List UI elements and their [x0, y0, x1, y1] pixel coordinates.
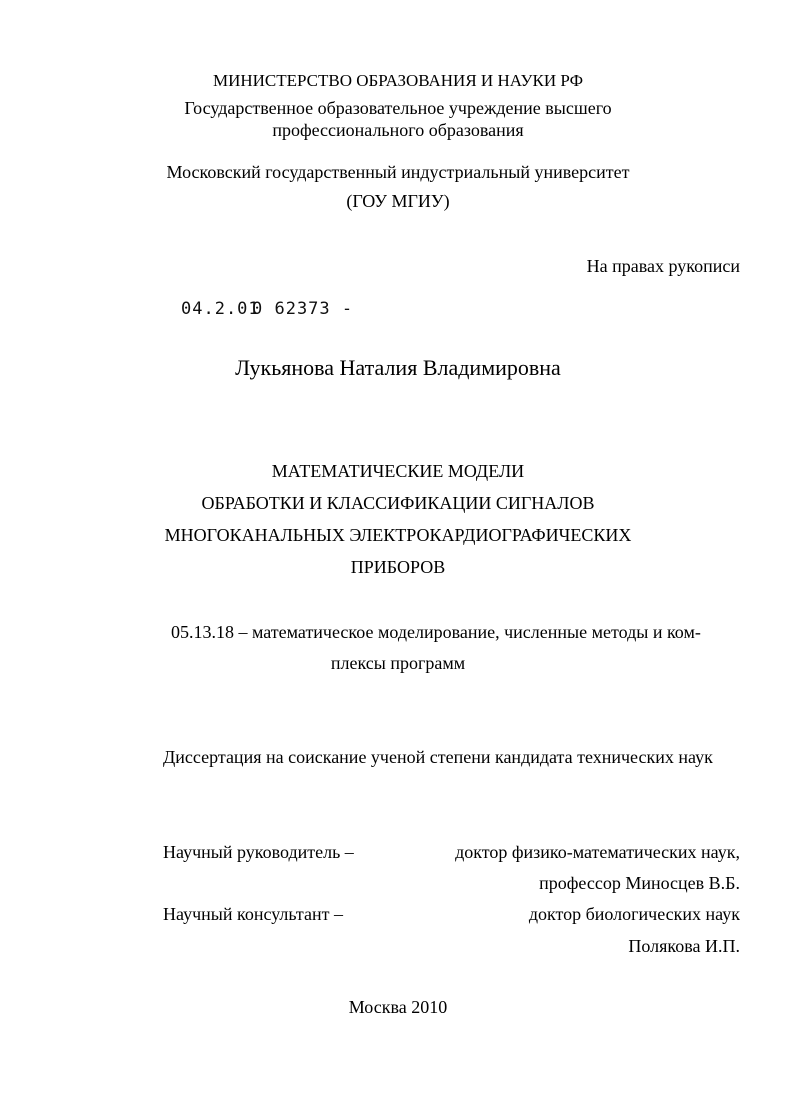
author-name: Лукьянова Наталия Владимировна [235, 355, 561, 380]
consultant-degree: доктор биологических наук [528, 904, 740, 924]
ministry-heading: МИНИСТЕРСТВО ОБРАЗОВАНИЯ И НАУКИ РФ [212, 71, 584, 90]
supervisor-name: профессор Миносцев В.Б. [539, 873, 740, 893]
university-abbreviation: (ГОУ МГИУ) [346, 191, 450, 211]
institution-line-1: Государственное образовательное учреждение высшего [184, 98, 612, 118]
degree-statement: Диссертация на соискание ученой степени кандидата технических наук [163, 747, 713, 767]
supervisor-degree: доктор физико-математических наук, [455, 842, 740, 862]
title-line-3: МНОГОКАНАЛЬНЫХ ЭЛЕКТРОКАРДИОГРАФИЧЕСКИХ [164, 525, 632, 545]
supervisor-label: Научный руководитель – [163, 842, 354, 862]
city-year: Москва 2010 [348, 997, 448, 1017]
consultant-name: Полякова И.П. [628, 936, 740, 956]
manuscript-note: На правах рукописи [586, 256, 740, 276]
title-line-4: ПРИБОРОВ [350, 557, 446, 577]
specialty-line-1: 05.13.18 – математическое моделирование, численные методы и ком- [171, 622, 701, 642]
university-name: Московский государственный индустриальный университет [166, 162, 630, 182]
title-line-2: ОБРАБОТКИ И КЛАССИФИКАЦИИ СИГНАЛОВ [201, 493, 595, 513]
institution-line-2: профессионального образования [272, 120, 524, 140]
registration-stamp-part-1: 04.2.01 [181, 299, 260, 319]
consultant-label: Научный консультант – [163, 904, 343, 924]
registration-stamp-part-2: 0 62373 - [252, 299, 354, 319]
title-line-1: МАТЕМАТИЧЕСКИЕ МОДЕЛИ [271, 461, 525, 481]
specialty-line-2: плексы программ [330, 653, 466, 673]
